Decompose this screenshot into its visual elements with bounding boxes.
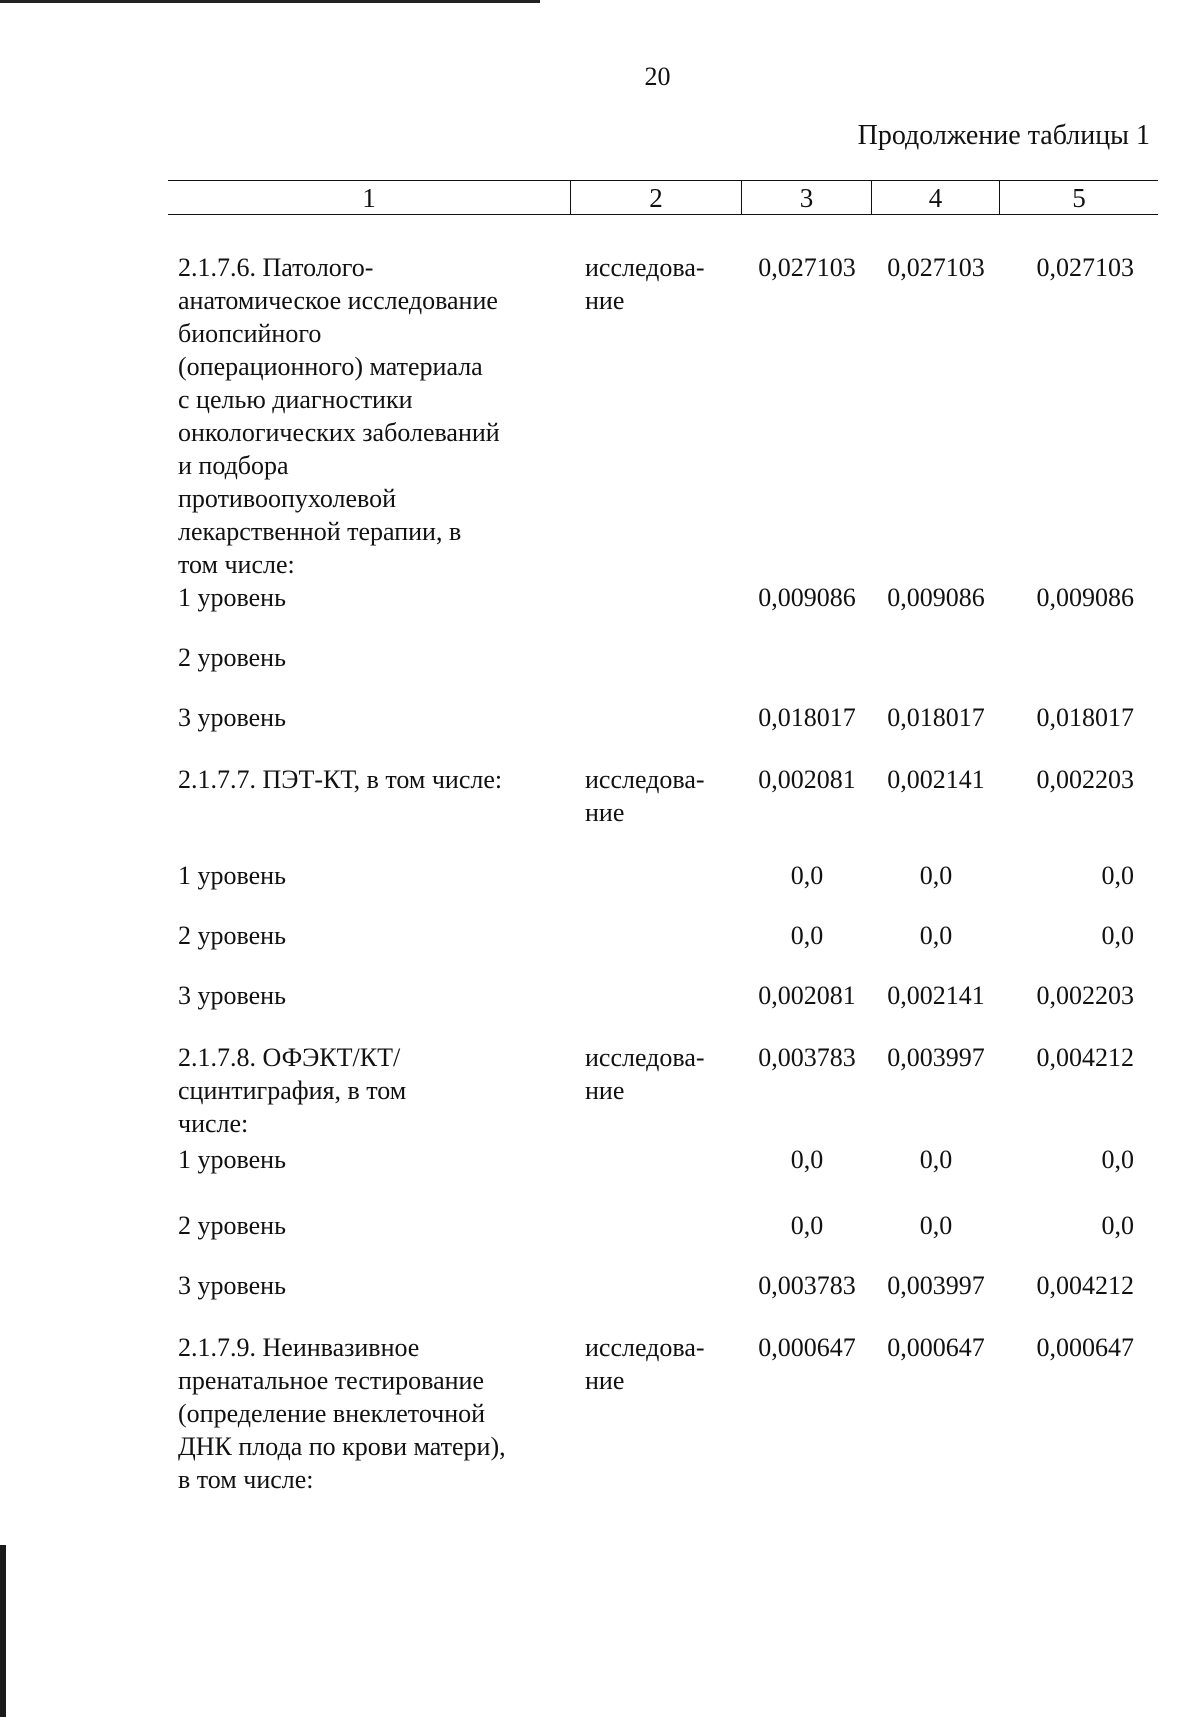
row-unit	[571, 641, 742, 701]
row-value-col-5: 0,002203	[1036, 981, 1134, 1010]
row-value-col-3: 0,027103	[758, 253, 856, 282]
row-unit: исследова-ние	[585, 765, 705, 827]
row-label: 2 уровень	[178, 643, 286, 672]
row-value-col-5: 0,018017	[1036, 703, 1134, 732]
row-unit	[571, 701, 742, 763]
header-col-3: 3	[742, 181, 872, 214]
row-label: 3 уровень	[178, 703, 286, 732]
row-label: 3 уровень	[178, 1271, 286, 1300]
row-value-col-5: 0,0	[1101, 861, 1134, 890]
row-value-col-4: 0,0	[919, 1145, 953, 1174]
row-value-col-3: 0,003783	[758, 1043, 856, 1072]
row-value-col-5: 0,0	[1101, 1211, 1134, 1240]
row-value-col-4: 0,027103	[887, 253, 985, 282]
row-value-col-4: 0,0	[919, 921, 953, 950]
row-value-col-3: 0,0	[790, 921, 824, 950]
row-unit	[571, 1143, 742, 1209]
row-value-col-3: 0,003783	[758, 1271, 856, 1300]
row-value-col-4: 0,0	[919, 1211, 953, 1240]
table-row	[168, 581, 1158, 641]
page-number: 20	[644, 62, 671, 91]
row-value-col-5: 0,002203	[1036, 765, 1134, 794]
row-value-col-4: 0,003997	[887, 1043, 985, 1072]
row-unit	[571, 859, 742, 919]
row-value-col-4: 0,002141	[887, 765, 985, 794]
table-row	[168, 701, 1158, 763]
row-value-col-3: 0,002081	[758, 981, 856, 1010]
table-body	[168, 215, 1158, 1501]
row-unit: исследова-ние	[585, 1333, 705, 1395]
row-value-col-3: 0,0	[790, 1211, 824, 1240]
row-label: 2.1.7.9. Неинвазивное пренатальное тестирование (определение внеклеточной ДНК плода по крови матери), в том числе:	[178, 1333, 506, 1494]
row-unit	[571, 581, 742, 641]
row-value-col-5: 0,0	[1101, 921, 1134, 950]
row-value-col-3: 0,000647	[758, 1333, 856, 1362]
row-value-col-3: 0,002081	[758, 765, 856, 794]
row-value-col-3: 0,009086	[758, 583, 856, 612]
scan-edge-top	[0, 0, 540, 3]
row-label: 1 уровень	[178, 861, 286, 890]
row-value-col-4: 0,009086	[887, 583, 985, 612]
row-value-col-5: 0,004212	[1036, 1043, 1134, 1072]
row-value-col-4: 0,003997	[887, 1271, 985, 1300]
table-row	[168, 641, 1158, 701]
row-label: 2.1.7.8. ОФЭКТ/КТ/ сцинтиграфия, в том числе:	[178, 1043, 407, 1138]
row-label: 1 уровень	[178, 1145, 286, 1174]
row-label: 1 уровень	[178, 583, 286, 612]
header-col-5: 5	[1072, 183, 1086, 213]
table-row	[168, 919, 1158, 979]
row-value-col-4: 0,018017	[887, 703, 985, 732]
indicator-table	[168, 180, 1158, 1501]
row-value-col-5: 0,0	[1101, 1145, 1134, 1174]
row-unit	[571, 919, 742, 979]
table-row	[168, 763, 1158, 859]
row-value-col-3: 0,0	[790, 1145, 824, 1174]
row-value-col-4	[872, 641, 1000, 701]
row-unit	[571, 1269, 742, 1331]
table-continuation-label: Продолжение таблицы 1	[857, 120, 1150, 151]
table-header-row	[168, 180, 1158, 215]
header-col-1: 1	[168, 181, 571, 214]
table-row	[168, 251, 1158, 581]
row-label: 2.1.7.7. ПЭТ-КТ, в том числе:	[178, 765, 503, 794]
row-unit: исследова-ние	[585, 1043, 705, 1105]
row-value-col-3: 0,018017	[758, 703, 856, 732]
row-value-col-4: 0,002141	[887, 981, 985, 1010]
table-row	[168, 1209, 1158, 1269]
table-row	[168, 979, 1158, 1041]
table-row	[168, 1143, 1158, 1209]
row-value-col-3	[742, 641, 872, 701]
table-row	[168, 1269, 1158, 1331]
table-row	[168, 859, 1158, 919]
row-unit	[571, 1209, 742, 1269]
header-col-4: 4	[872, 181, 1000, 214]
row-value-col-5: 0,000647	[1036, 1333, 1134, 1362]
row-label: 2 уровень	[178, 921, 286, 950]
row-label: 3 уровень	[178, 981, 286, 1010]
header-col-2: 2	[571, 181, 742, 214]
row-value-col-5: 0,004212	[1036, 1271, 1134, 1300]
row-value-col-5	[1000, 641, 1158, 701]
table-row	[168, 1331, 1158, 1501]
row-value-col-3: 0,0	[790, 861, 824, 890]
row-unit	[571, 979, 742, 1041]
row-value-col-5: 0,009086	[1036, 583, 1134, 612]
row-label: 2.1.7.6. Патолого-анатомическое исследование биопсийного (операционного) материала с целью диагностики онкологических заболеваний и подбора противоопухолевой лекарственной терапии, в том числе:	[178, 253, 500, 579]
row-label: 2 уровень	[178, 1211, 286, 1240]
row-unit: исследова-ние	[585, 253, 705, 315]
row-value-col-4: 0,000647	[887, 1333, 985, 1362]
row-value-col-5: 0,027103	[1036, 253, 1134, 282]
scan-edge-left	[0, 1545, 6, 1717]
table-row	[168, 1041, 1158, 1143]
row-value-col-4: 0,0	[919, 861, 953, 890]
